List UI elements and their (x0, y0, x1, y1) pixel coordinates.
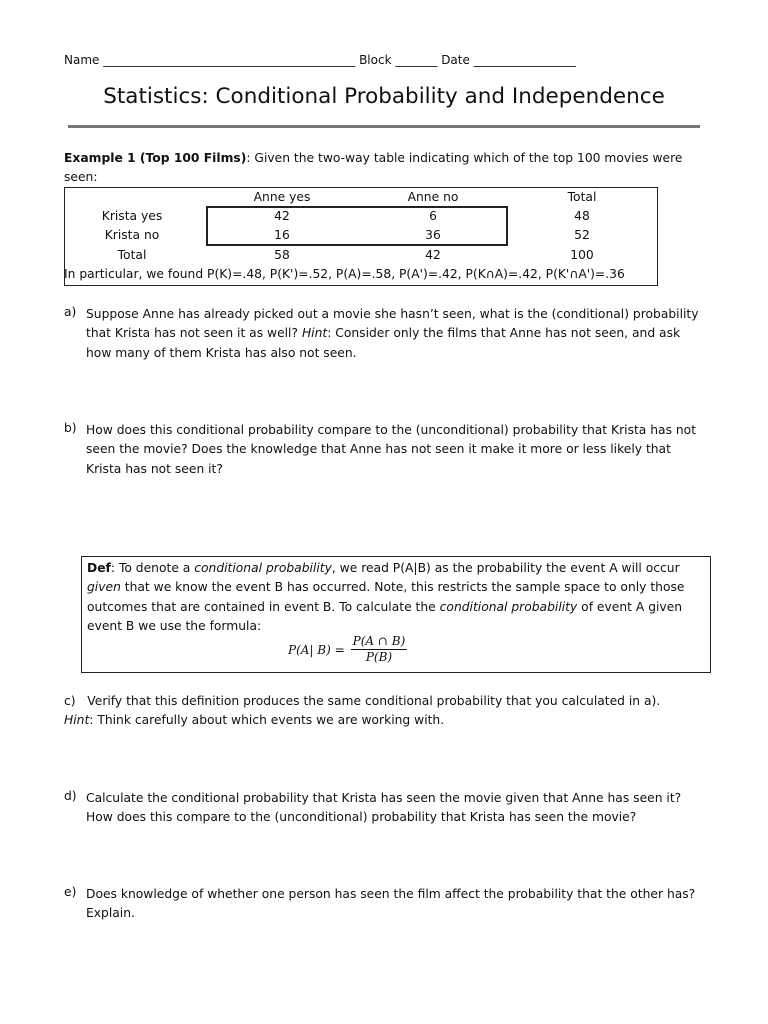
definition-emphasis: conditional probability (439, 599, 578, 614)
question-label: e) (64, 885, 77, 899)
definition-emphasis: given (87, 580, 121, 595)
table-cell: 36 (425, 228, 441, 242)
title-divider (68, 125, 700, 128)
definition-text: , we read P(A|B) as the probability the event A will occur (331, 561, 680, 575)
name-label: Name (64, 53, 100, 67)
question-text: Verify that this definition produces the same conditional probability that you calculated in a). (87, 694, 661, 708)
table-cell: 100 (570, 248, 594, 262)
hint-text: : Think carefully about which events we are working with. (89, 713, 445, 728)
table-cell: 52 (574, 228, 590, 242)
table-cell: 58 (274, 248, 290, 262)
definition-label: Def (87, 561, 111, 575)
formula-lhs: P(A| B) = (288, 642, 345, 657)
block-blank[interactable]: _______ (395, 53, 438, 67)
formula-fraction (351, 634, 408, 665)
conditional-probability-formula (288, 634, 407, 665)
table-cell: 6 (429, 209, 437, 223)
question-label: d) (64, 789, 77, 803)
row-label: Total (117, 248, 147, 262)
name-blank[interactable]: __________________________________________ (103, 53, 356, 67)
definition-text: of event A given event B we use the formula: (87, 599, 683, 633)
table-cell: 16 (274, 228, 290, 242)
block-label: Block (359, 53, 392, 67)
page-title: Statistics: Conditional Probability and Independence (103, 84, 665, 109)
hint-label: Hint (64, 713, 90, 728)
question-label: a) (64, 305, 77, 319)
row-label: Krista yes (101, 209, 163, 223)
date-label: Date (441, 53, 470, 67)
col-header-anne-no: Anne no (407, 190, 459, 204)
probability-summary: In particular, we found P(K)=.48, P(K')=.52, P(A)=.58, P(A')=.42, P(K∩A)=.42, P(K'∩A')=.36 (64, 267, 625, 281)
row-label: Krista no (104, 228, 160, 242)
question-a (64, 305, 704, 363)
example-1-text: : Given the two-way table indicating which of the top 100 movies were seen: (64, 151, 683, 185)
example-1-intro (64, 149, 704, 188)
question-label: b) (64, 421, 77, 435)
formula-numerator: P(A ∩ B) (352, 634, 406, 648)
table-cell: 42 (425, 248, 441, 262)
definition-text: that we know the event B has occurred. Note, this restricts the sample space to only those outcomes that are contained in event B. To calculate the (87, 580, 685, 614)
definition-emphasis: conditional probability (194, 561, 332, 575)
hint-text: : Consider only the films that Anne has not seen, and ask how many of them Krista has also not seen. (86, 326, 681, 360)
definition-text: : To denote a (110, 561, 195, 575)
question-text: Does knowledge of whether one person has seen the film affect the probability that the other has? Explain. (86, 887, 696, 921)
table-cell: 48 (574, 209, 590, 223)
question-c (64, 692, 704, 731)
hint-label: Hint (301, 326, 328, 341)
col-header-total: Total (567, 190, 597, 204)
formula-denominator: P(B) (365, 650, 393, 664)
question-text: How does this conditional probability compare to the (unconditional) probability that Krista has not seen the movie? Does the knowledge that Anne has not seen it make it more or less likely that Krista has not seen it? (86, 423, 697, 476)
table-cell: 42 (274, 209, 290, 223)
col-header-anne-yes: Anne yes (253, 190, 311, 204)
example-1-heading: Example 1 (Top 100 Films) (64, 151, 247, 165)
question-b (64, 421, 704, 479)
question-e (64, 885, 704, 924)
question-text: Calculate the conditional probability that Krista has seen the movie given that Anne has seen it? How does this compare to the (unconditional) probability that Krista has seen the movie? (86, 791, 682, 825)
question-d (64, 789, 704, 828)
question-label: c) (64, 694, 76, 708)
student-info-line (64, 53, 576, 67)
date-blank[interactable]: _________________ (473, 53, 576, 67)
question-text: Suppose Anne has already picked out a movie she hasn’t seen, what is the (conditional) probability that Krista has not seen it as well? (86, 307, 699, 341)
